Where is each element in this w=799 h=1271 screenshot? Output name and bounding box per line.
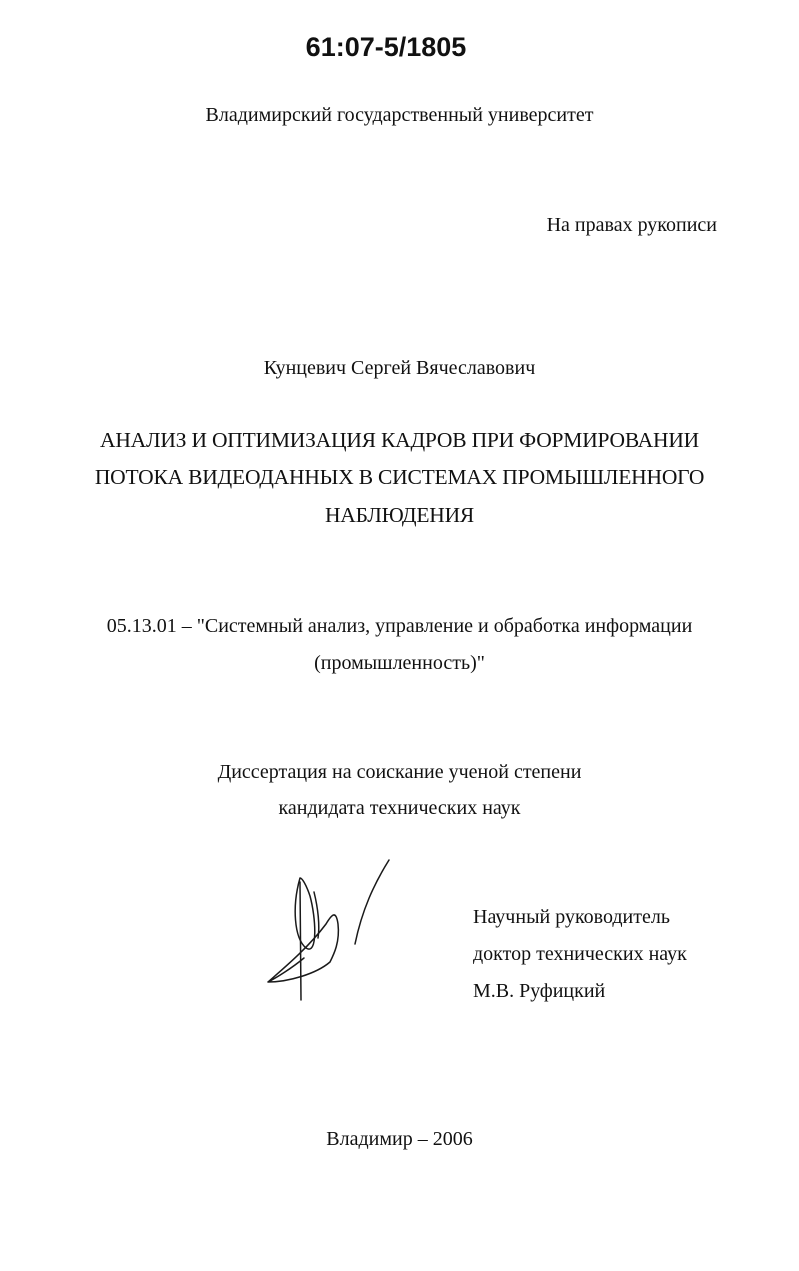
degree-line: кандидата технических наук <box>278 797 521 819</box>
handwritten-signature <box>262 858 397 1003</box>
catalog-code: 61:07-5/1805 <box>305 32 467 62</box>
specialty-line: 05.13.01 – "Системный анализ, управление и обработка информации <box>106 615 693 637</box>
advisor-degree: доктор технических наук <box>473 943 687 965</box>
university-name: Владимирский государственный университет <box>205 104 594 126</box>
city-year: Владимир – 2006 <box>326 1128 473 1150</box>
title-line: АНАЛИЗ И ОПТИМИЗАЦИЯ КАДРОВ ПРИ ФОРМИРОВАНИИ <box>100 428 699 452</box>
manuscript-rights-note: На правах рукописи <box>546 214 717 236</box>
title-line: ПОТОКА ВИДЕОДАННЫХ В СИСТЕМАХ ПРОМЫШЛЕННОГО <box>94 465 705 489</box>
degree-line: Диссертация на соискание ученой степени <box>217 761 582 783</box>
author-name: Кунцевич Сергей Вячеславович <box>263 357 536 379</box>
title-line: НАБЛЮДЕНИЯ <box>324 503 475 527</box>
advisor-name: М.В. Руфицкий <box>473 980 606 1002</box>
advisor-role: Научный руководитель <box>473 906 670 928</box>
specialty-line: (промышленность)" <box>314 652 485 674</box>
